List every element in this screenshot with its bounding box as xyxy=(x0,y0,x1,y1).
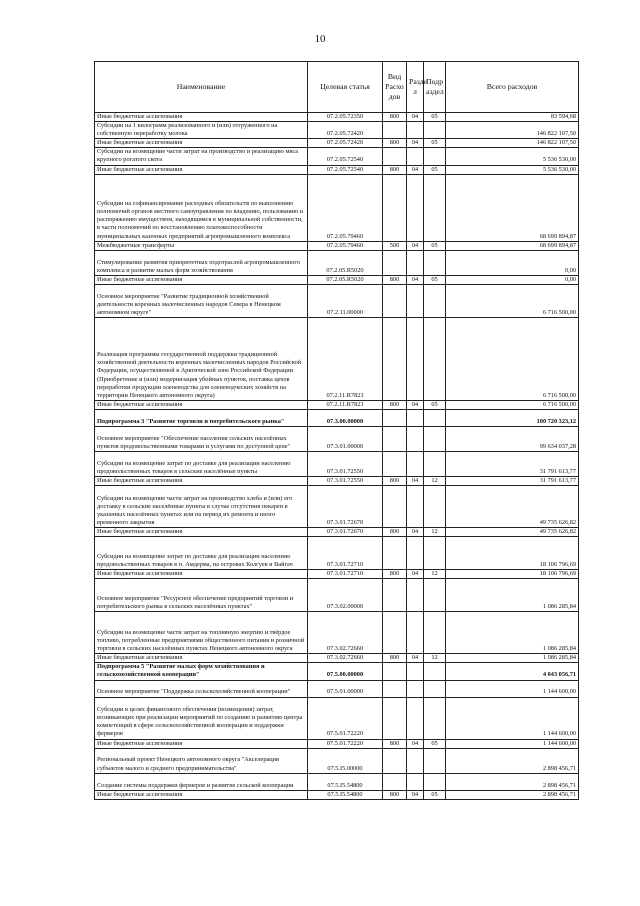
row-expense-kind xyxy=(383,579,407,612)
row-subsection xyxy=(424,697,446,739)
row-subsection: 05 xyxy=(424,790,446,799)
row-total: 1 144 600,00 xyxy=(446,697,579,739)
row-expense-kind xyxy=(383,773,407,790)
table-row xyxy=(95,174,579,241)
table-row xyxy=(95,680,579,697)
row-expense-kind xyxy=(383,426,407,451)
row-target-article: 07.3.02.72660 xyxy=(308,612,383,654)
row-subsection xyxy=(424,409,446,426)
budget-table xyxy=(94,61,579,800)
row-name: Субсидии на возмещение части затрат на производство и реализацию мяса крупного рогатого скота xyxy=(95,148,308,165)
row-expense-kind xyxy=(383,663,407,680)
row-section: 04 xyxy=(407,790,424,799)
row-name: Субсидии на 1 килограмм реализованного и (или) отгруженного на собственную переработку молока xyxy=(95,122,308,139)
table-row xyxy=(95,790,579,799)
row-section xyxy=(407,748,424,773)
row-expense-kind xyxy=(383,486,407,528)
row-section xyxy=(407,148,424,165)
row-target-article: 07.3.01.72710 xyxy=(308,537,383,570)
table-row xyxy=(95,139,579,148)
row-target-article: 07.2.05.R5020 xyxy=(308,250,383,275)
row-target-article: 07.2.05.72350 xyxy=(308,113,383,122)
row-section xyxy=(407,579,424,612)
table-header-row xyxy=(95,62,579,113)
row-target-article: 07.2.05.79460 xyxy=(308,174,383,241)
row-subsection xyxy=(424,663,446,680)
row-total: 0,00 xyxy=(446,250,579,275)
row-subsection: 12 xyxy=(424,570,446,579)
table-row xyxy=(95,113,579,122)
row-expense-kind xyxy=(383,122,407,139)
table-row xyxy=(95,579,579,612)
row-target-article: 07.5.I5.54800 xyxy=(308,773,383,790)
row-subsection xyxy=(424,612,446,654)
table-row xyxy=(95,486,579,528)
header-total-expenses: Всего расходов xyxy=(446,62,579,113)
row-name: Иные бюджетные ассигнования xyxy=(95,139,308,148)
row-expense-kind: 800 xyxy=(383,165,407,174)
row-subsection: 05 xyxy=(424,139,446,148)
row-target-article: 07.2.05.72420 xyxy=(308,122,383,139)
row-expense-kind: 800 xyxy=(383,790,407,799)
row-section: 04 xyxy=(407,654,424,663)
row-name: Иные бюджетные ассигнования xyxy=(95,654,308,663)
row-section: 04 xyxy=(407,165,424,174)
row-section xyxy=(407,409,424,426)
header-section: Разде л xyxy=(407,62,424,113)
row-total: 2 898 456,71 xyxy=(446,773,579,790)
row-target-article: 07.5.01.72220 xyxy=(308,739,383,748)
row-section xyxy=(407,486,424,528)
table-row xyxy=(95,148,579,165)
row-total: 31 791 613,77 xyxy=(446,451,579,476)
row-expense-kind xyxy=(383,250,407,275)
row-total: 49 735 626,82 xyxy=(446,486,579,528)
row-subsection xyxy=(424,148,446,165)
row-expense-kind xyxy=(383,451,407,476)
row-section: 04 xyxy=(407,570,424,579)
table-row xyxy=(95,275,579,284)
row-section: 04 xyxy=(407,241,424,250)
table-row xyxy=(95,663,579,680)
row-total: 49 735 626,82 xyxy=(446,528,579,537)
row-total: 2 898 456,71 xyxy=(446,790,579,799)
row-subsection: 05 xyxy=(424,275,446,284)
row-name: Основное мероприятие "Развитие традиционной хозяйственной деятельности коренных малочисленных народов Севера в Ненецком автономном округе" xyxy=(95,284,308,317)
row-total: 6 716 500,00 xyxy=(446,284,579,317)
row-total: 18 106 796,69 xyxy=(446,570,579,579)
table-row xyxy=(95,739,579,748)
row-name: Субсидии на софинансирование расходных обязательств по выполнению полномочий органов местного самоуправления по владению, пользованию и распоряжению имуществом, находящимся в муниципальной собственности, в части полномочий по восстановлению платежеспособности муниципальных казенных предприятий агропромышленного комплекса xyxy=(95,174,308,241)
row-total: 18 106 796,69 xyxy=(446,537,579,570)
row-expense-kind: 800 xyxy=(383,113,407,122)
row-total: 6 716 500,00 xyxy=(446,317,579,400)
row-name: Межбюджетные трансферты xyxy=(95,241,308,250)
row-expense-kind: 800 xyxy=(383,570,407,579)
row-subsection: 12 xyxy=(424,528,446,537)
row-name: Субсидии в целях финансового обеспечения (возмещения) затрат, возникающих при реализации мероприятий по созданию и развитию центра компетенций в сфере сельскохозяйственной кооперации и поддержки фермеров xyxy=(95,697,308,739)
table-row xyxy=(95,654,579,663)
row-target-article: 07.3.01.72670 xyxy=(308,486,383,528)
row-section xyxy=(407,317,424,400)
row-name: Субсидии на возмещение затрат по доставке для реализации населению продовольственных товаров в сельские населённые пункты xyxy=(95,451,308,476)
row-expense-kind xyxy=(383,284,407,317)
row-subsection xyxy=(424,451,446,476)
row-expense-kind xyxy=(383,317,407,400)
row-section xyxy=(407,537,424,570)
row-subsection xyxy=(424,680,446,697)
row-name: Основное мероприятие "Поддержка сельскохозяйственной кооперации" xyxy=(95,680,308,697)
table-row xyxy=(95,773,579,790)
row-name: Иные бюджетные ассигнования xyxy=(95,476,308,485)
row-total: 146 822 107,50 xyxy=(446,139,579,148)
row-subsection xyxy=(424,317,446,400)
row-section xyxy=(407,122,424,139)
header-target-article: Целевая статья xyxy=(308,62,383,113)
row-name: Региональный проект Ненецкого автономного округа "Акселерация субъектов малого и среднего предпринимательства" xyxy=(95,748,308,773)
row-total: 83 594,68 xyxy=(446,113,579,122)
row-name: Основное мероприятие "Обеспечение населения сельских населённых пунктов продовольственными товарами и услугами по доступной цене" xyxy=(95,426,308,451)
row-expense-kind: 800 xyxy=(383,476,407,485)
row-section xyxy=(407,284,424,317)
row-target-article: 07.5.01.00000 xyxy=(308,680,383,697)
row-section: 04 xyxy=(407,476,424,485)
row-expense-kind xyxy=(383,409,407,426)
row-total: 99 634 037,28 xyxy=(446,426,579,451)
row-total: 1 086 285,84 xyxy=(446,654,579,663)
row-total: 6 716 500,00 xyxy=(446,400,579,409)
row-target-article: 07.3.01.00000 xyxy=(308,426,383,451)
header-expense-kind: Вид Расхо дов xyxy=(383,62,407,113)
row-subsection: 12 xyxy=(424,476,446,485)
row-expense-kind xyxy=(383,612,407,654)
row-name: Субсидии на возмещение части затрат на топливную энергию и твёрдое топливо, потребленные предприятиями общественного питания и розничной торговли в сельских населённых пунктах Ненецкого автономного округа xyxy=(95,612,308,654)
row-section xyxy=(407,174,424,241)
row-target-article: 07.3.00.00000 xyxy=(308,409,383,426)
row-expense-kind xyxy=(383,148,407,165)
row-name: Иные бюджетные ассигнования xyxy=(95,275,308,284)
row-target-article: 07.3.01.72550 xyxy=(308,451,383,476)
row-name: Реализация программы государственной поддержки традиционной хозяйственной деятельности коренных малочисленных народов Российской Федерации, осуществляемой в Арктической зоне Российской Федерации (Приобретение и (или) модернизация убойных пунктов, поставка цехов переработки продукции оленеводства для оленеводческих хозяйств на территории Ненецкого автономного округа) xyxy=(95,317,308,400)
row-subsection xyxy=(424,579,446,612)
row-expense-kind: 800 xyxy=(383,400,407,409)
table-body xyxy=(95,113,579,800)
row-target-article: 07.3.02.00000 xyxy=(308,579,383,612)
row-section xyxy=(407,426,424,451)
row-section: 04 xyxy=(407,139,424,148)
row-total: 1 086 285,84 xyxy=(446,612,579,654)
table-row xyxy=(95,570,579,579)
row-subsection xyxy=(424,122,446,139)
row-section: 04 xyxy=(407,275,424,284)
row-name: Подпрограмма 3 "Развитие торговли и потребительского рынка" xyxy=(95,409,308,426)
row-subsection xyxy=(424,174,446,241)
row-subsection xyxy=(424,486,446,528)
table-row xyxy=(95,748,579,773)
table-row xyxy=(95,537,579,570)
row-section: 04 xyxy=(407,113,424,122)
page-number: 10 xyxy=(314,33,326,45)
row-subsection: 05 xyxy=(424,241,446,250)
row-target-article: 07.3.01.72550 xyxy=(308,476,383,485)
table-row xyxy=(95,165,579,174)
row-section xyxy=(407,663,424,680)
row-expense-kind: 800 xyxy=(383,654,407,663)
row-target-article: 07.2.05.72420 xyxy=(308,139,383,148)
row-target-article: 07.3.01.72710 xyxy=(308,570,383,579)
row-subsection: 05 xyxy=(424,165,446,174)
row-expense-kind xyxy=(383,697,407,739)
table-row xyxy=(95,241,579,250)
row-section xyxy=(407,612,424,654)
table-row xyxy=(95,250,579,275)
row-section xyxy=(407,697,424,739)
row-subsection xyxy=(424,250,446,275)
row-total: 146 822 107,50 xyxy=(446,122,579,139)
table-row xyxy=(95,528,579,537)
row-target-article: 07.2.11.R7823 xyxy=(308,400,383,409)
row-subsection: 12 xyxy=(424,654,446,663)
row-name: Подпрограмма 5 "Развитие малых форм хозяйствования и сельскохозяйственной кооперации" xyxy=(95,663,308,680)
row-expense-kind: 800 xyxy=(383,139,407,148)
row-target-article: 07.2.11.00000 xyxy=(308,284,383,317)
row-name: Субсидии на возмещение части затрат на производство хлеба и (или) его доставку в сельские населённые пункты в случае отсутствия пекарен в указанных населённых пунктах или на период их ремонта и иного временного закрытия xyxy=(95,486,308,528)
row-section: 04 xyxy=(407,528,424,537)
row-name: Иные бюджетные ассигнования xyxy=(95,790,308,799)
row-target-article: 07.5.I5.54800 xyxy=(308,790,383,799)
row-subsection xyxy=(424,537,446,570)
row-total: 1 086 285,84 xyxy=(446,579,579,612)
row-expense-kind xyxy=(383,174,407,241)
row-expense-kind: 800 xyxy=(383,739,407,748)
row-total: 1 144 600,00 xyxy=(446,680,579,697)
row-total: 68 699 894,87 xyxy=(446,174,579,241)
row-target-article: 07.2.05.79460 xyxy=(308,241,383,250)
row-total: 1 144 600,00 xyxy=(446,739,579,748)
row-subsection xyxy=(424,284,446,317)
row-section xyxy=(407,250,424,275)
row-target-article: 07.2.05.72540 xyxy=(308,165,383,174)
row-target-article: 07.2.11.R7823 xyxy=(308,317,383,400)
header-subsection: Подр аздел xyxy=(424,62,446,113)
table-row xyxy=(95,476,579,485)
table-row xyxy=(95,409,579,426)
table-row xyxy=(95,426,579,451)
row-name: Создание системы поддержки фермеров и развитие сельской кооперации xyxy=(95,773,308,790)
row-name: Иные бюджетные ассигнования xyxy=(95,113,308,122)
row-target-article: 07.5.I5.00000 xyxy=(308,748,383,773)
row-total: 5 536 530,00 xyxy=(446,148,579,165)
row-total: 68 699 894,87 xyxy=(446,241,579,250)
row-total: 100 720 323,12 xyxy=(446,409,579,426)
row-section: 04 xyxy=(407,400,424,409)
row-section xyxy=(407,773,424,790)
row-total: 2 898 456,71 xyxy=(446,748,579,773)
table-row xyxy=(95,697,579,739)
row-name: Иные бюджетные ассигнования xyxy=(95,400,308,409)
row-expense-kind xyxy=(383,537,407,570)
row-total: 4 043 056,71 xyxy=(446,663,579,680)
row-section xyxy=(407,680,424,697)
table-row xyxy=(95,612,579,654)
row-subsection xyxy=(424,426,446,451)
row-expense-kind xyxy=(383,680,407,697)
row-total: 31 791 613,77 xyxy=(446,476,579,485)
row-name: Субсидии на возмещение затрат по доставке для реализации населению продовольственных товаров в п. Амдерма, на островах Колгуев и Вайгач xyxy=(95,537,308,570)
row-target-article: 07.3.01.72670 xyxy=(308,528,383,537)
row-name: Основное мероприятие "Ресурсное обеспечение предприятий торговли и потребительского рынка в сельских населённых пунктах" xyxy=(95,579,308,612)
row-subsection: 05 xyxy=(424,113,446,122)
row-expense-kind xyxy=(383,748,407,773)
table-row xyxy=(95,451,579,476)
table-row xyxy=(95,317,579,400)
row-name: Иные бюджетные ассигнования xyxy=(95,528,308,537)
row-name: Иные бюджетные ассигнования xyxy=(95,570,308,579)
table-row xyxy=(95,400,579,409)
row-expense-kind: 500 xyxy=(383,241,407,250)
row-target-article: 07.3.02.72660 xyxy=(308,654,383,663)
row-expense-kind: 800 xyxy=(383,528,407,537)
row-subsection xyxy=(424,748,446,773)
row-target-article: 07.2.05.R5020 xyxy=(308,275,383,284)
row-total: 0,00 xyxy=(446,275,579,284)
table-row xyxy=(95,122,579,139)
row-expense-kind: 800 xyxy=(383,275,407,284)
row-name: Иные бюджетные ассигнования xyxy=(95,739,308,748)
row-subsection: 05 xyxy=(424,400,446,409)
row-section: 04 xyxy=(407,739,424,748)
row-name: Иные бюджетные ассигнования xyxy=(95,165,308,174)
row-subsection: 05 xyxy=(424,739,446,748)
row-target-article: 07.2.05.72540 xyxy=(308,148,383,165)
row-total: 5 536 530,00 xyxy=(446,165,579,174)
row-target-article: 07.5.00.00000 xyxy=(308,663,383,680)
header-name: Наименование xyxy=(95,62,308,113)
row-section xyxy=(407,451,424,476)
row-name: Стимулирование развития приоритетных подотраслей агропромышленного комплекса и развитие малых форм хозяйствования xyxy=(95,250,308,275)
row-target-article: 07.5.01.72220 xyxy=(308,697,383,739)
table-row xyxy=(95,284,579,317)
row-subsection xyxy=(424,773,446,790)
